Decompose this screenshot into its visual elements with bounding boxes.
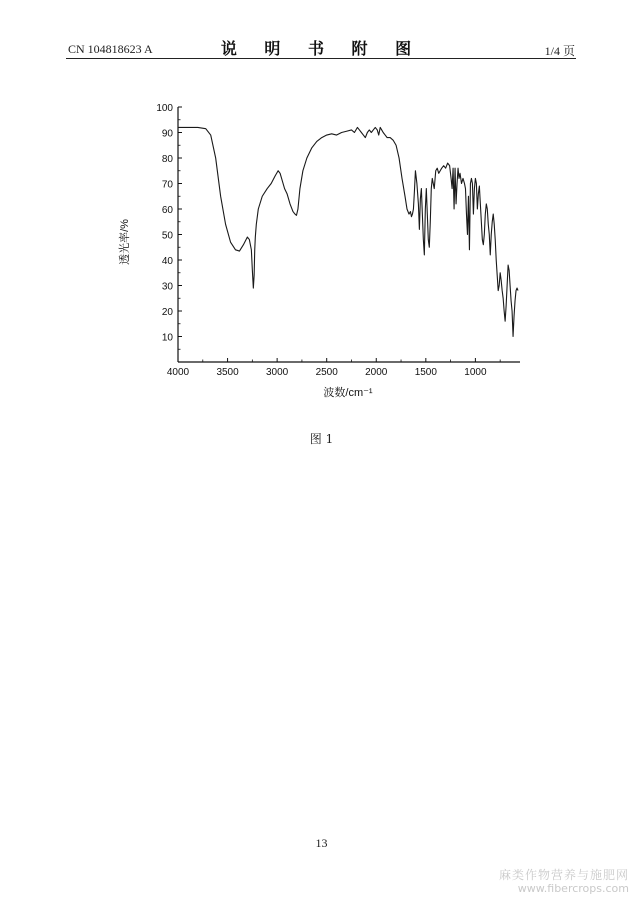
figure-caption: 图 1 xyxy=(309,432,334,446)
y-tick-label: 90 xyxy=(161,128,173,140)
x-tick-label: 2000 xyxy=(365,367,388,378)
y-tick-label: 30 xyxy=(161,281,173,293)
document-section-title: 说 明 书 附 图 xyxy=(220,39,423,58)
x-tick-label: 3000 xyxy=(266,367,289,378)
plot-area xyxy=(178,107,520,362)
y-tick-label: 50 xyxy=(161,230,173,242)
y-tick-label: 40 xyxy=(161,256,173,267)
watermark-url: www.fibercrops.com xyxy=(517,882,629,895)
spectrum-line xyxy=(178,127,518,336)
y-tick-label: 100 xyxy=(156,103,173,114)
y-tick-label: 20 xyxy=(161,307,173,318)
page-indicator: 1/4 页 xyxy=(544,44,575,58)
x-tick-label: 1500 xyxy=(414,367,437,378)
ir-spectrum-figure xyxy=(0,0,643,424)
page-number: 13 xyxy=(315,836,328,850)
x-tick-label: 2500 xyxy=(315,367,338,378)
y-tick-label: 70 xyxy=(161,179,173,191)
x-tick-label: 4000 xyxy=(166,367,190,378)
y-tick-label: 10 xyxy=(161,332,173,344)
x-axis-ticks xyxy=(167,358,500,378)
y-tick-label: 60 xyxy=(161,205,173,216)
patent-number: CN 104818623 A xyxy=(68,42,153,56)
x-tick-label: 1000 xyxy=(464,367,487,378)
x-tick-label: 3500 xyxy=(216,367,239,378)
x-axis-label: 波数/cm⁻¹ xyxy=(323,387,373,399)
watermark xyxy=(499,868,629,896)
watermark-site-name: 麻类作物营养与施肥网 xyxy=(498,868,629,882)
y-tick-label: 80 xyxy=(161,154,173,165)
ir-spectrum-chart xyxy=(0,0,643,420)
y-axis-label: 透光率/% xyxy=(119,219,131,265)
